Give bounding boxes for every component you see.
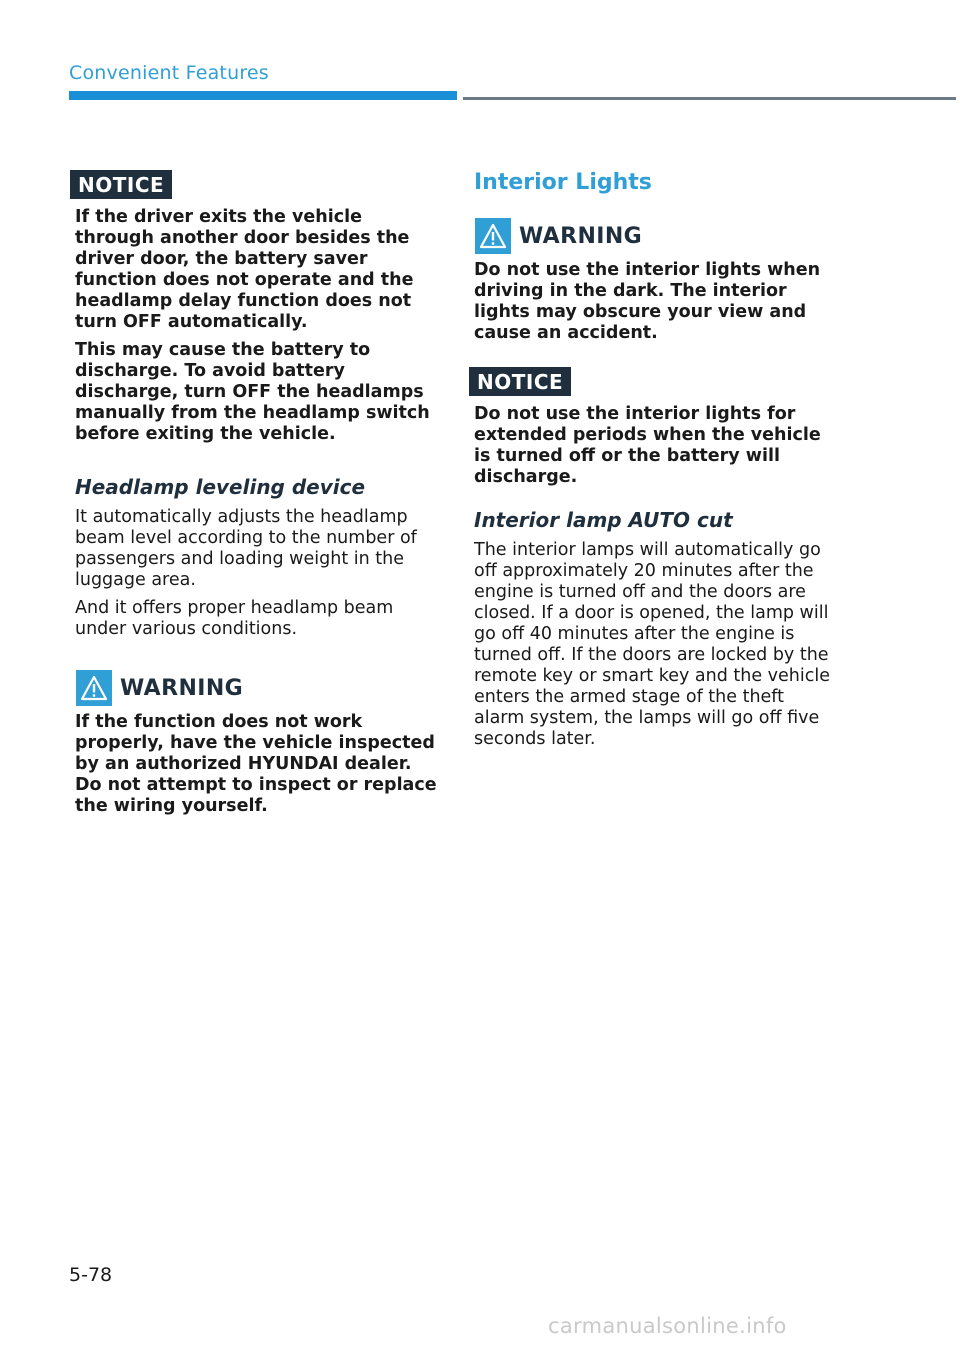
warning-header <box>75 670 440 706</box>
body-paragraph: It automatically adjusts the headlamp beam level according to the number of passengers and loading weight in the luggage area. <box>75 507 417 590</box>
notice-badge: NOTICE <box>70 170 172 199</box>
notice-text: Do not use the interior lights for extended periods when the vehicle is turned off or the battery will discharge. <box>474 404 821 487</box>
notice-paragraph: If the driver exits the vehicle through another door besides the driver door, the battery saver function does not operate and the headlamp delay function does not turn OFF automatically. <box>75 207 414 332</box>
warning-triangle-icon <box>76 670 112 706</box>
warning-label: WARNING <box>120 675 244 701</box>
warning-header <box>474 218 839 254</box>
warning-triangle-icon <box>475 218 511 254</box>
warning-label: WARNING <box>519 223 643 249</box>
header-rule-gray <box>463 97 956 100</box>
body-paragraph: The interior lamps will automatically go off approximately 20 minutes after the engine is turned off and the doors are closed. If a door is opened, the lamp will go off 40 minutes after the engine is turned off. If the doors are locked by the remote key or smart key and the vehicle enters the armed stage of the theft alarm system, the lamps will go off five seconds later. <box>474 540 830 749</box>
subheading-headlamp-leveling: Headlamp leveling device <box>75 475 366 499</box>
section-title: Convenient Features <box>69 62 269 84</box>
warning-text: If the function does not work properly, have the vehicle inspected by an authorized HYUNDAI dealer. Do not attempt to inspect or replace the wiring yourself. <box>75 712 437 816</box>
notice-paragraph: This may cause the battery to discharge. To avoid battery discharge, turn OFF the headlamps manually from the headlamp switch before exiting the vehicle. <box>75 340 430 444</box>
notice-badge: NOTICE <box>469 367 571 396</box>
interior-lights-heading: Interior Lights <box>474 170 652 195</box>
right-column <box>474 170 839 750</box>
subheading-auto-cut: Interior lamp AUTO cut <box>474 508 733 532</box>
left-column <box>75 170 440 817</box>
header-rule-blue <box>69 91 457 100</box>
warning-text: Do not use the interior lights when driving in the dark. The interior lights may obscure your view and cause an accident. <box>474 260 821 343</box>
page-number: 5-78 <box>69 1264 113 1286</box>
watermark: carmanualsonline.info <box>548 1314 787 1338</box>
body-paragraph: And it offers proper headlamp beam under various conditions. <box>75 598 394 639</box>
